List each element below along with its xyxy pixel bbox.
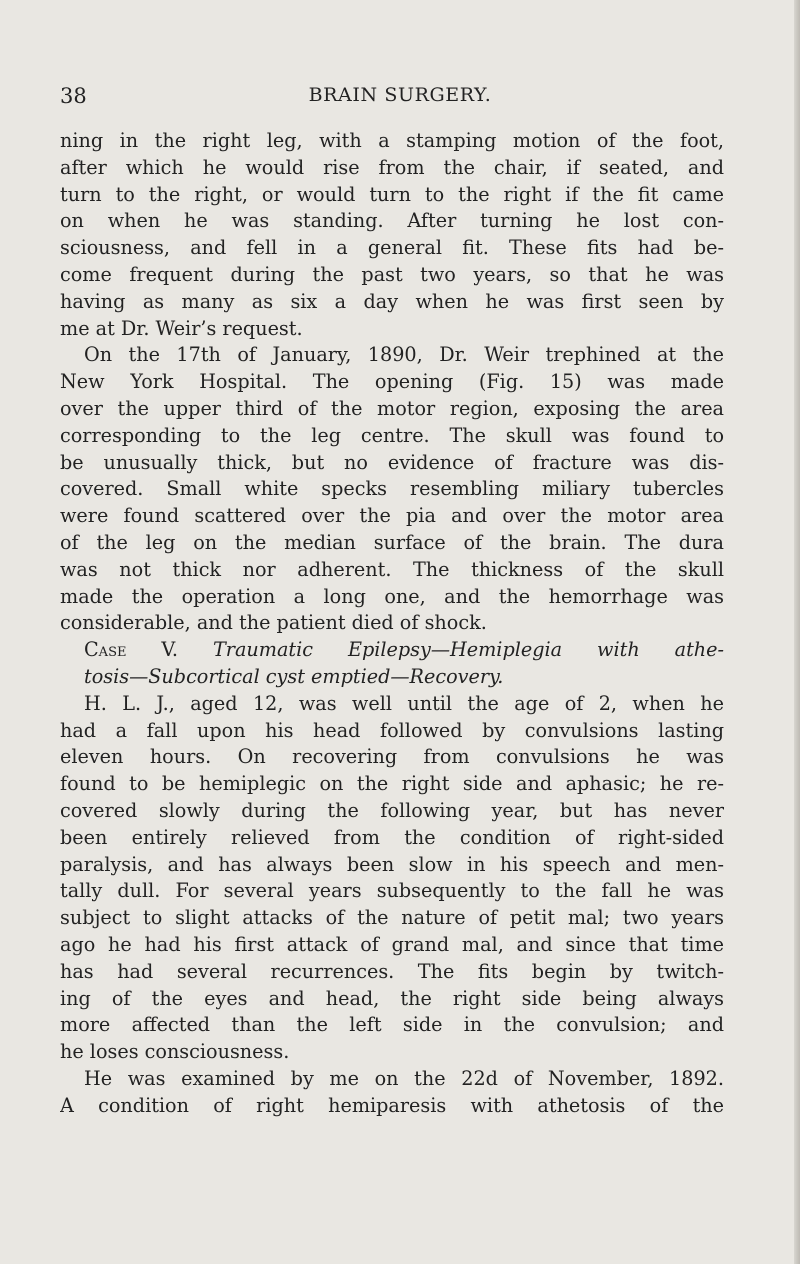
text-line: paralysis, and has always been slow in his speech and men-	[60, 852, 724, 876]
text-line: turn to the right, or would turn to the right if the fit came	[60, 182, 724, 206]
case-title: Traumatic Epilepsy—Hemiplegia with athe-	[213, 638, 724, 662]
text-line: sciousness, and fell in a general fit. These fits had be-	[60, 236, 724, 260]
text-line: ing of the eyes and head, the right side being always	[60, 986, 724, 1010]
text-line: eleven hours. On recovering from convulsions he was	[60, 745, 724, 769]
text-line: more affected than the left side in the convulsion; and	[60, 1013, 724, 1037]
text-line: made the operation a long one, and the hemorrhage was	[60, 584, 724, 608]
text-line: A condition of right hemiparesis with athetosis of the	[60, 1093, 724, 1117]
text-line: covered. Small white specks resembling miliary tubercles	[60, 477, 724, 501]
text-line: come frequent during the past two years, so that he was	[60, 262, 724, 286]
case-label: Case V.	[84, 638, 179, 662]
text-line: On the 17th of January, 1890, Dr. Weir trephined at the	[84, 343, 724, 367]
case-title: tosis—Subcortical cyst emptied—Recovery.	[84, 664, 504, 688]
text-line: had a fall upon his head followed by convulsions lasting	[60, 718, 724, 742]
case-heading	[60, 637, 724, 664]
text-line: on when he was standing. After turning he lost con-	[60, 209, 724, 233]
text-line: has had several recurrences. The fits begin by twitch-	[60, 959, 724, 983]
page-body	[60, 128, 724, 1119]
text-line: after which he would rise from the chair, if seated, and	[60, 155, 724, 179]
running-head: BRAIN SURGERY.	[308, 84, 492, 106]
text-line: been entirely relieved from the condition of right-sided	[60, 825, 724, 849]
text-line: were found scattered over the pia and over the motor area	[60, 504, 724, 528]
text-line: over the upper third of the motor region, exposing the area	[60, 396, 724, 420]
case-heading-continued	[60, 664, 724, 691]
text-line: of the leg on the median surface of the brain. The dura	[60, 530, 724, 554]
text-line: H. L. J., aged 12, was well until the age of 2, when he	[84, 691, 724, 715]
text-line: having as many as six a day when he was first seen by	[60, 289, 724, 313]
text-line: New York Hospital. The opening (Fig. 15) was made	[60, 370, 724, 394]
text-line: He was examined by me on the 22d of November, 1892.	[84, 1066, 724, 1090]
page-number: 38	[60, 84, 87, 108]
text-line: be unusually thick, but no evidence of fracture was dis-	[60, 450, 724, 474]
text-line: was not thick nor adherent. The thickness of the skull	[60, 557, 724, 581]
text-line: subject to slight attacks of the nature of petit mal; two years	[60, 906, 724, 930]
text-line: ago he had his first attack of grand mal, and since that time	[60, 932, 724, 956]
text-line: corresponding to the leg centre. The skull was found to	[60, 423, 724, 447]
text-line: considerable, and the patient died of shock.	[60, 611, 487, 635]
text-line: tally dull. For several years subsequently to the fall he was	[60, 879, 724, 903]
page-header	[60, 84, 740, 110]
text-line: he loses consciousness.	[60, 1040, 290, 1064]
text-line: me at Dr. Weir’s request.	[60, 316, 303, 340]
text-line: ning in the right leg, with a stamping motion of the foot,	[60, 129, 724, 152]
text-line: covered slowly during the following year, but has never	[60, 798, 724, 822]
page-edge	[794, 0, 800, 1264]
text-line: found to be hemiplegic on the right side and aphasic; he re-	[60, 772, 724, 796]
